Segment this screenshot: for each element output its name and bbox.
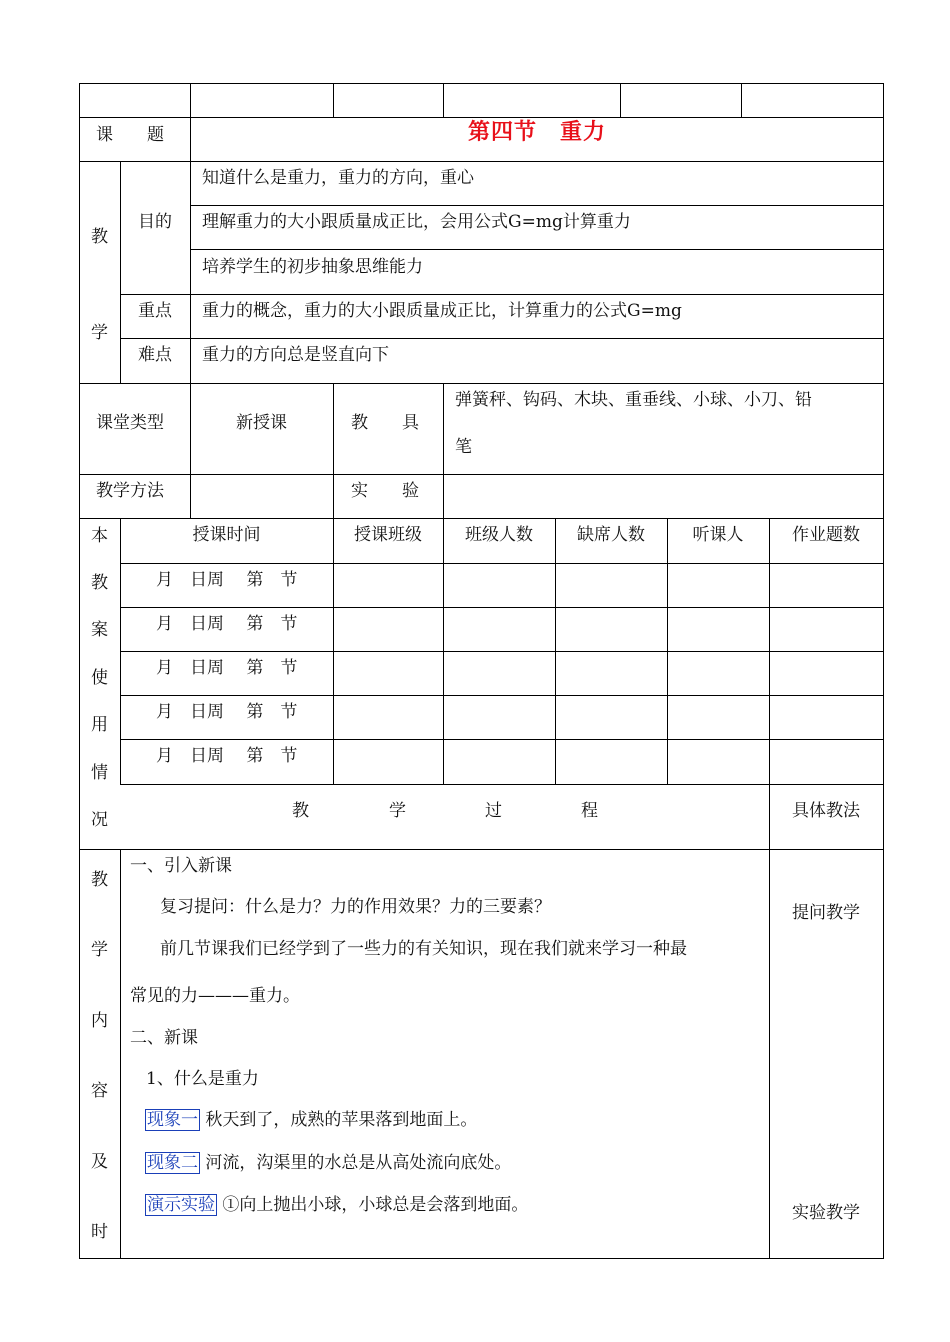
rule xyxy=(120,161,121,383)
key-point-text: 重力的概念，重力的大小跟质量成正比，计算重力的公式G=mg xyxy=(202,301,682,321)
intro-paragraph-line-2: 常见的力———重力。 xyxy=(130,986,300,1006)
usage-row-time: 月 日周 第 节 xyxy=(156,746,298,766)
teaching-tools-label: 教 具 xyxy=(351,413,419,433)
rule xyxy=(333,518,334,785)
rule xyxy=(443,518,444,785)
rule xyxy=(79,518,884,519)
subject-label: 课 题 xyxy=(96,125,164,145)
process-header-char: 过 xyxy=(485,801,502,821)
usage-row-time: 月 日周 第 节 xyxy=(156,702,298,722)
rule xyxy=(333,83,334,118)
class-type-value: 新授课 xyxy=(236,413,287,433)
rule xyxy=(883,83,884,1259)
class-type-label: 课堂类型 xyxy=(96,413,164,433)
rule xyxy=(741,83,742,118)
content-side-char: 时 xyxy=(91,1222,108,1242)
usage-side-char: 案 xyxy=(91,620,108,640)
phenomenon-1-text: 秋天到了，成熟的苹果落到地面上。 xyxy=(205,1110,478,1130)
process-header-char: 程 xyxy=(581,801,598,821)
usage-row-time: 月 日周 第 节 xyxy=(156,614,298,634)
usage-side-char: 使 xyxy=(91,668,108,688)
subsection-heading: 1、什么是重力 xyxy=(146,1069,259,1089)
rule xyxy=(190,83,191,519)
usage-header-absent: 缺席人数 xyxy=(577,525,645,545)
rule xyxy=(79,849,884,850)
phenomenon-2 xyxy=(145,1152,511,1174)
rule xyxy=(79,83,80,1259)
rule xyxy=(443,83,444,118)
process-header-char: 学 xyxy=(389,801,406,821)
review-question: 复习提问：什么是力？力的作用效果？力的三要素？ xyxy=(160,897,551,917)
side-label-teach: 教 xyxy=(91,227,108,247)
rule xyxy=(667,518,668,785)
usage-side-char: 况 xyxy=(91,810,108,830)
rule xyxy=(79,83,884,84)
usage-header-observer: 听课人 xyxy=(692,525,744,545)
goal-3: 培养学生的初步抽象思维能力 xyxy=(202,257,423,277)
rule xyxy=(120,849,121,1259)
phenomenon-2-tag: 现象二 xyxy=(147,1153,198,1173)
usage-side-char: 教 xyxy=(91,573,108,593)
method-experiment: 实验教学 xyxy=(792,1203,860,1223)
demo-experiment-tag: 演示实验 xyxy=(147,1195,215,1215)
rule xyxy=(190,249,884,250)
phenomenon-1 xyxy=(145,1109,477,1131)
usage-side-char: 本 xyxy=(91,526,108,546)
usage-header-homework: 作业题数 xyxy=(792,525,860,545)
teaching-tools-line-1: 弹簧秤、钩码、木块、重垂线、小球、小刀、铅 xyxy=(455,390,812,410)
difficult-point-text: 重力的方向总是竖直向下 xyxy=(202,345,389,365)
phenomenon-2-text: 河流，沟渠里的水总是从高处流向底处。 xyxy=(205,1153,512,1173)
usage-header-size: 班级人数 xyxy=(465,525,533,545)
demo-experiment-text: ①向上抛出小球，小球总是会落到地面。 xyxy=(222,1195,529,1215)
section-heading-new: 二、新课 xyxy=(130,1028,198,1048)
demo-experiment xyxy=(145,1194,528,1216)
content-side-char: 教 xyxy=(91,870,108,890)
rule xyxy=(120,518,121,785)
usage-header-time: 授课时间 xyxy=(192,525,261,545)
rule xyxy=(79,161,884,162)
goal-1: 知道什么是重力，重力的方向，重心 xyxy=(202,168,474,188)
goal-label: 目的 xyxy=(138,212,172,232)
usage-side-char: 用 xyxy=(91,715,108,735)
rule xyxy=(79,1258,884,1259)
process-header-char: 教 xyxy=(292,801,309,821)
rule xyxy=(79,383,884,384)
usage-row-time: 月 日周 第 节 xyxy=(156,570,298,590)
usage-header-class: 授课班级 xyxy=(354,525,422,545)
usage-side-char: 情 xyxy=(91,763,108,783)
rule xyxy=(555,518,556,785)
rule xyxy=(769,518,770,1259)
rule xyxy=(79,117,884,118)
content-side-char: 学 xyxy=(91,940,108,960)
rule xyxy=(120,338,884,339)
phenomenon-1-tag: 现象一 xyxy=(147,1110,198,1130)
intro-paragraph-line-1: 前几节课我们已经学到了一些力的有关知识，现在我们就来学习一种最 xyxy=(160,939,687,959)
teaching-method-label: 教学方法 xyxy=(96,481,164,501)
content-side-char: 内 xyxy=(91,1011,108,1031)
rule xyxy=(443,383,444,519)
page-title: 第四节 重力 xyxy=(467,119,606,145)
teaching-tools-line-2: 笔 xyxy=(455,437,472,457)
rule xyxy=(120,294,884,295)
section-heading-intro: 一、引入新课 xyxy=(130,856,232,876)
goal-2: 理解重力的大小跟质量成正比，会用公式G=mg计算重力 xyxy=(202,212,631,232)
content-side-char: 及 xyxy=(91,1152,108,1172)
method-questioning: 提问教学 xyxy=(792,903,860,923)
rule xyxy=(333,383,334,519)
teaching-method-value: 实 验 xyxy=(351,481,419,501)
rule xyxy=(620,83,621,118)
content-side-char: 容 xyxy=(91,1081,108,1101)
side-label-learn: 学 xyxy=(91,323,108,343)
usage-row-time: 月 日周 第 节 xyxy=(156,658,298,678)
difficult-point-label: 难点 xyxy=(138,345,172,365)
rule xyxy=(79,474,884,475)
specific-method-header: 具体教法 xyxy=(792,801,860,821)
key-point-label: 重点 xyxy=(138,301,172,321)
rule xyxy=(190,205,884,206)
